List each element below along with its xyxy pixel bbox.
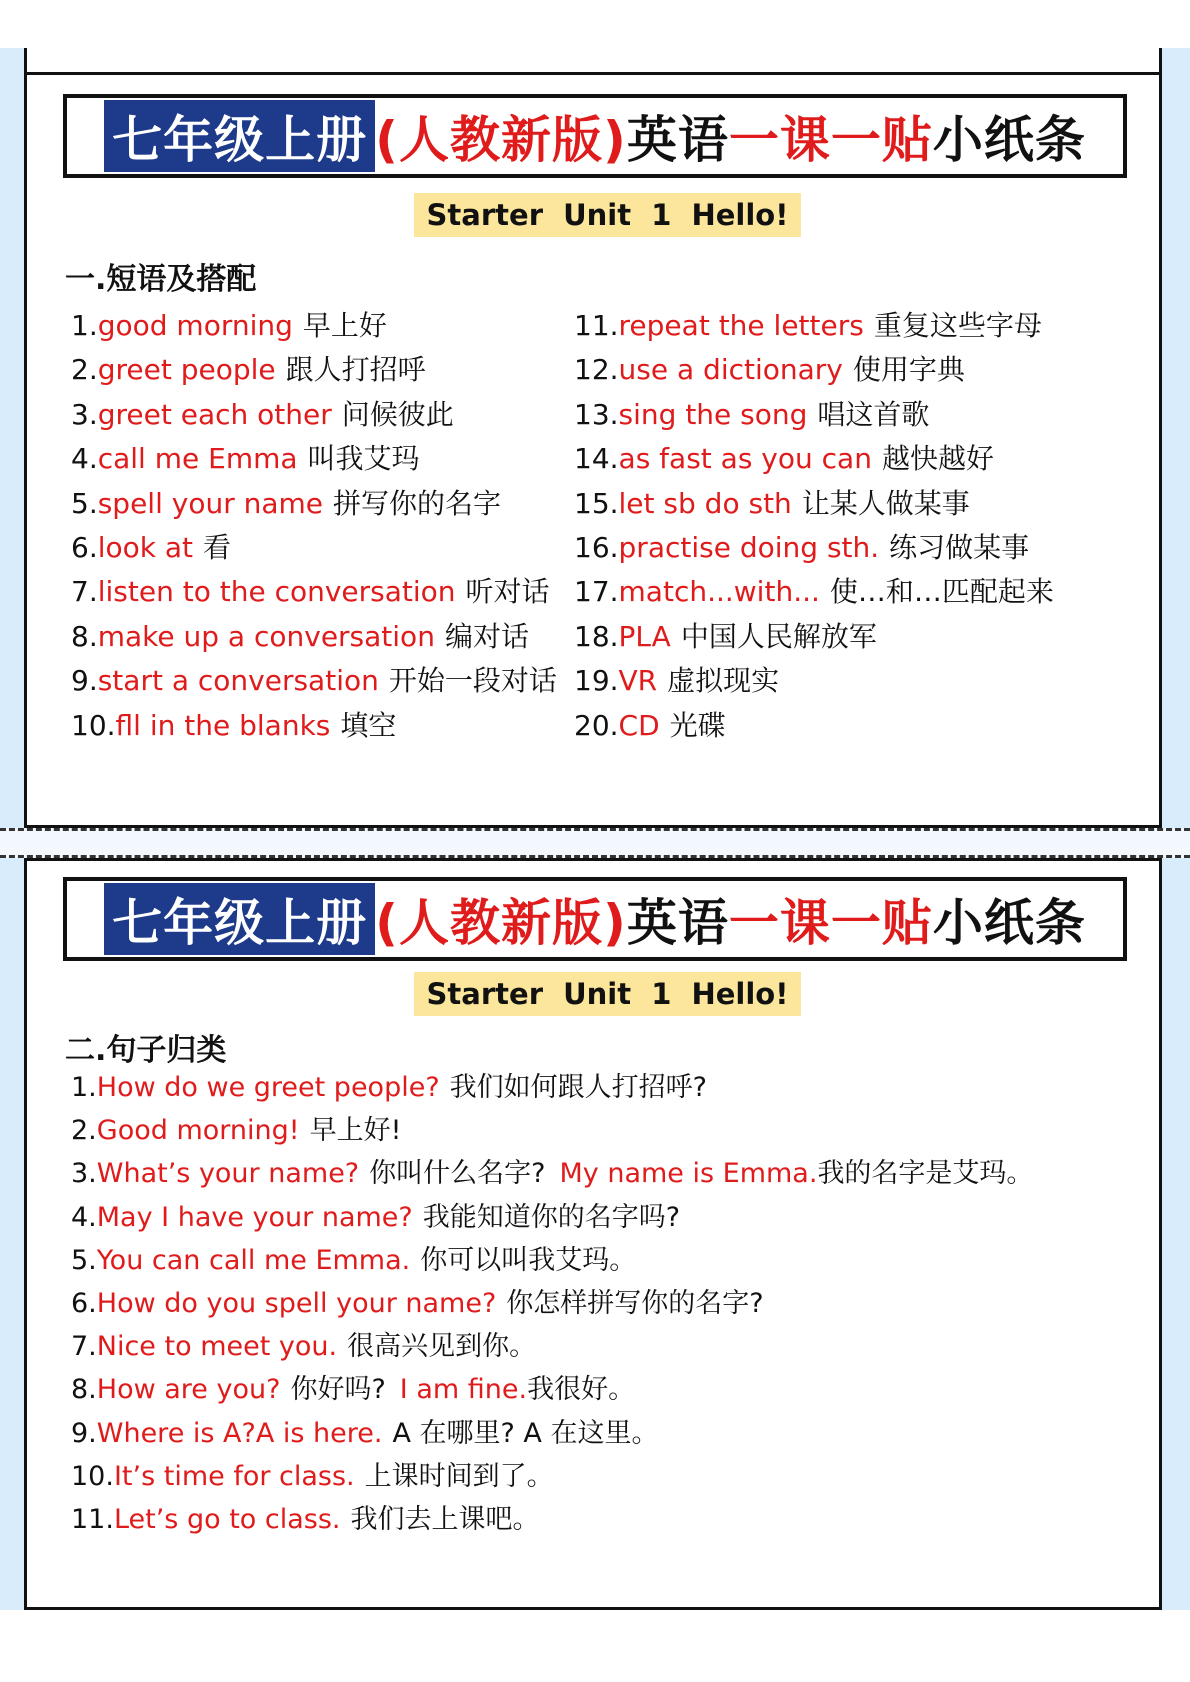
title-suffix: 小纸条 xyxy=(932,894,1086,952)
title-grade: 七年级上册 xyxy=(104,100,375,172)
phrase-chinese: 光碟 xyxy=(669,708,726,742)
item-number: 12. xyxy=(574,353,619,387)
sentence-item xyxy=(71,1157,1033,1191)
sentence-english: Where is A?A is here. xyxy=(96,1417,383,1449)
item-number: 4. xyxy=(71,442,98,476)
phrase-english: start a conversation xyxy=(97,664,379,698)
sentence-item xyxy=(71,1460,554,1494)
phrase-chinese: 跟人打招呼 xyxy=(285,353,426,387)
phrase-chinese: 中国人民解放军 xyxy=(680,619,877,653)
item-number: 11. xyxy=(574,309,619,342)
phrase-chinese: 编对话 xyxy=(444,619,529,653)
phrase-item xyxy=(71,442,420,476)
phrase-item xyxy=(574,309,1042,343)
unit-label: Starter Unit 1 Hello! xyxy=(414,972,801,1016)
phrase-chinese: 叫我艾玛 xyxy=(307,442,420,476)
sentence-chinese: 很高兴见到你。 xyxy=(347,1331,537,1363)
phrase-item xyxy=(71,575,550,609)
item-number: 8. xyxy=(71,619,98,653)
sticky-note-card-sentences xyxy=(24,858,1162,1610)
sentence-chinese-reply: 我的名字是艾玛。 xyxy=(817,1158,1034,1190)
phrase-chinese: 拼写你的名字 xyxy=(333,486,502,520)
phrase-item xyxy=(574,353,965,387)
item-number: 10. xyxy=(71,708,116,742)
item-number: 4. xyxy=(71,1201,97,1233)
title-banner xyxy=(63,94,1127,178)
top-rule xyxy=(27,72,1159,75)
title-suffix: 小纸条 xyxy=(932,111,1086,169)
item-number: 7. xyxy=(71,1331,97,1363)
item-number: 5. xyxy=(71,1244,97,1276)
phrase-item xyxy=(574,664,779,698)
item-number: 18. xyxy=(574,619,619,653)
phrase-chinese: 让某人做某事 xyxy=(801,486,970,520)
phrase-chinese: 练习做某事 xyxy=(889,531,1030,564)
item-number: 1. xyxy=(71,309,98,342)
item-number: 16. xyxy=(574,531,619,564)
sentence-english: Nice to meet you. xyxy=(96,1331,338,1363)
sentence-english: You can call me Emma. xyxy=(96,1244,411,1276)
phrase-english: sing the song xyxy=(618,397,808,431)
sentence-item xyxy=(71,1244,636,1278)
sentence-chinese: 我们如何跟人打招呼? xyxy=(449,1072,708,1103)
sentence-item xyxy=(71,1114,401,1148)
sentence-item xyxy=(71,1071,707,1105)
phrase-chinese: 越快越好 xyxy=(881,442,994,476)
sentence-chinese: 我们去上课吧。 xyxy=(350,1504,540,1535)
phrase-english: make up a conversation xyxy=(97,619,435,653)
phrase-english: PLA xyxy=(618,619,671,653)
phrase-english: CD xyxy=(618,708,660,742)
phrase-item xyxy=(574,620,877,654)
item-number: 6. xyxy=(71,1288,97,1319)
sentence-item xyxy=(71,1503,540,1537)
title-subject: 英语 xyxy=(626,894,729,952)
item-number: 10. xyxy=(71,1460,114,1492)
phrase-item xyxy=(71,398,454,432)
phrase-item xyxy=(574,442,994,476)
phrase-item xyxy=(574,709,726,743)
phrase-chinese: 使用字典 xyxy=(852,353,965,387)
phrase-english: match...with... xyxy=(618,575,820,609)
phrase-chinese: 问候彼此 xyxy=(341,397,454,431)
sentence-english: It’s time for class. xyxy=(113,1460,355,1492)
sticky-note-card-phrases xyxy=(24,48,1162,828)
phrase-item xyxy=(574,531,1029,565)
sentence-chinese: 你叫什么名字? xyxy=(369,1158,546,1190)
phrase-item xyxy=(574,575,1054,609)
item-number: 19. xyxy=(574,664,619,698)
phrase-chinese: 唱这首歌 xyxy=(817,397,930,431)
phrase-english: spell your name xyxy=(97,486,324,520)
section-title: 一.短语及搭配 xyxy=(65,262,257,297)
phrase-item xyxy=(71,487,501,521)
sentence-english: How do you spell your name? xyxy=(96,1288,497,1319)
phrase-english: fll in the blanks xyxy=(115,708,331,742)
sentence-english: How are you? xyxy=(96,1374,281,1406)
phrase-chinese: 使…和…匹配起来 xyxy=(829,575,1054,609)
title-edition: (人教新版) xyxy=(375,111,627,169)
phrase-item xyxy=(71,353,426,387)
sentence-item xyxy=(71,1373,635,1407)
sentence-english: Let’s go to class. xyxy=(113,1504,341,1535)
phrase-item xyxy=(71,709,396,743)
sentence-chinese: 我能知道你的名字吗? xyxy=(422,1201,681,1233)
item-number: 3. xyxy=(71,397,98,431)
item-number: 6. xyxy=(71,531,98,564)
title-tag: 一课一贴 xyxy=(728,111,933,169)
phrase-english: practise doing sth. xyxy=(618,531,880,564)
sentence-english: What’s your name? xyxy=(96,1158,360,1190)
phrase-chinese: 看 xyxy=(203,531,232,564)
item-number: 2. xyxy=(71,353,98,387)
item-number: 17. xyxy=(574,575,619,609)
phrase-english: look at xyxy=(97,531,194,564)
phrase-english: greet each other xyxy=(97,397,332,431)
item-number: 7. xyxy=(71,575,98,609)
item-number: 8. xyxy=(71,1374,97,1406)
section-title: 二.句子归类 xyxy=(65,1033,227,1068)
unit-label: Starter Unit 1 Hello! xyxy=(414,193,801,237)
sentence-english: How do we greet people? xyxy=(96,1072,440,1103)
title-banner xyxy=(63,877,1127,961)
sentence-chinese-reply: 我很好。 xyxy=(527,1374,636,1406)
sentence-item xyxy=(71,1287,764,1321)
sentence-chinese: 早上好! xyxy=(309,1115,402,1147)
sentence-item xyxy=(71,1417,659,1451)
sentence-item xyxy=(71,1330,536,1364)
item-number: 2. xyxy=(71,1115,97,1147)
phrase-item xyxy=(71,664,557,698)
sentence-english: May I have your name? xyxy=(96,1201,413,1233)
sentence-chinese: 你可以叫我艾玛。 xyxy=(420,1244,637,1276)
sentence-english: Good morning! xyxy=(96,1115,300,1147)
phrase-english: repeat the letters xyxy=(618,309,864,342)
phrase-chinese: 听对话 xyxy=(465,575,550,609)
sentence-chinese: 你好吗? xyxy=(290,1374,386,1406)
item-number: 14. xyxy=(574,442,619,476)
item-number: 9. xyxy=(71,1417,97,1449)
phrase-chinese: 重复这些字母 xyxy=(873,309,1042,342)
item-number: 3. xyxy=(71,1158,97,1190)
item-number: 1. xyxy=(71,1072,97,1103)
cut-line-separator xyxy=(0,828,1190,858)
sentence-english-reply: I am fine. xyxy=(399,1374,528,1406)
phrase-item xyxy=(574,487,970,521)
sentence-chinese: A 在哪里? A 在这里。 xyxy=(392,1417,659,1449)
phrase-english: as fast as you can xyxy=(618,442,872,476)
phrase-chinese: 早上好 xyxy=(302,309,387,342)
phrase-item xyxy=(71,309,387,343)
item-number: 5. xyxy=(71,486,98,520)
title-grade: 七年级上册 xyxy=(104,883,375,955)
sentence-item xyxy=(71,1201,680,1235)
phrase-chinese: 填空 xyxy=(340,708,397,742)
phrase-item xyxy=(574,398,929,432)
phrase-english: listen to the conversation xyxy=(97,575,456,609)
phrase-item xyxy=(71,531,231,565)
item-number: 13. xyxy=(574,397,619,431)
phrase-chinese: 开始一段对话 xyxy=(388,664,557,698)
phrase-english: good morning xyxy=(97,309,293,342)
item-number: 9. xyxy=(71,664,98,698)
item-number: 15. xyxy=(574,486,619,520)
phrase-english: VR xyxy=(618,664,658,698)
title-tag: 一课一贴 xyxy=(728,894,933,952)
phrase-english: let sb do sth xyxy=(618,486,792,520)
phrase-english: greet people xyxy=(97,353,276,387)
title-edition: (人教新版) xyxy=(375,894,627,952)
phrase-item xyxy=(71,620,529,654)
item-number: 20. xyxy=(574,708,619,742)
sentence-english-reply: My name is Emma. xyxy=(559,1158,818,1190)
sentence-chinese: 上课时间到了。 xyxy=(364,1460,554,1492)
title-subject: 英语 xyxy=(626,111,729,169)
item-number: 11. xyxy=(71,1504,114,1535)
phrase-english: call me Emma xyxy=(97,442,298,476)
sentence-chinese: 你怎样拼写你的名字? xyxy=(506,1288,764,1319)
phrase-english: use a dictionary xyxy=(618,353,843,387)
phrase-chinese: 虚拟现实 xyxy=(667,664,780,698)
